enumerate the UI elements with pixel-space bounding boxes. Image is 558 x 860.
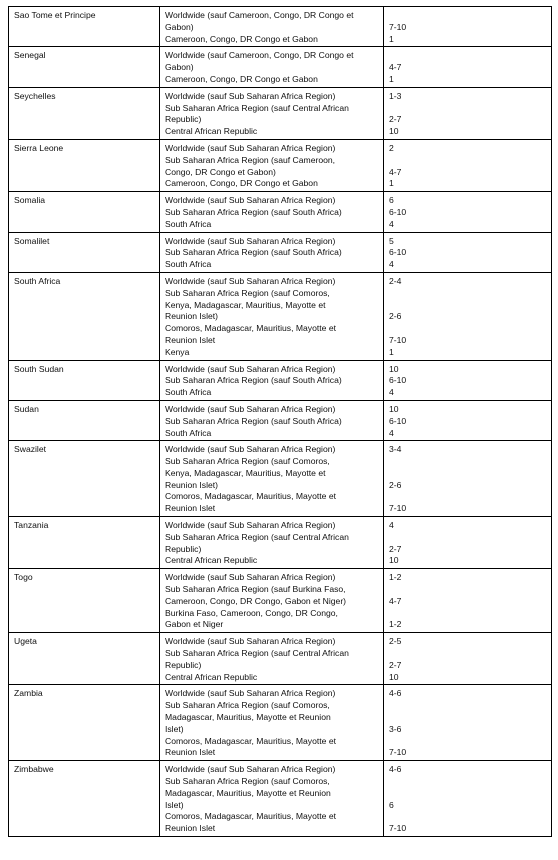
region-text: Sub Saharan Africa Region (sauf Comoros, xyxy=(165,700,330,711)
country-name: South Africa xyxy=(14,275,61,286)
country-region-table xyxy=(8,6,552,837)
range-spacer xyxy=(389,50,547,62)
region-text: Comoros, Madagascar, Mauritius, Mayotte et xyxy=(165,491,336,502)
range-value: 4-7 xyxy=(389,62,402,73)
region-text: South Africa xyxy=(165,218,212,229)
range-value: 4 xyxy=(389,218,394,229)
range-value: 10 xyxy=(389,403,399,414)
region-text: Sub Saharan Africa Region (sauf Cameroon, xyxy=(165,154,336,165)
region-text: Sub Saharan Africa Region (sauf Comoros, xyxy=(165,776,330,787)
country-cell xyxy=(9,569,160,633)
country-cell xyxy=(9,400,160,440)
range-cell xyxy=(384,139,552,191)
region-text: Sub Saharan Africa Region (sauf Comoros, xyxy=(165,287,330,298)
table-row xyxy=(9,633,552,685)
region-text: Worldwide (sauf Sub Saharan Africa Region) xyxy=(165,90,336,101)
table-row xyxy=(9,569,552,633)
range-value: 4 xyxy=(389,259,394,270)
region-text: Burkina Faso, Cameroon, Congo, DR Congo, xyxy=(165,607,338,618)
range-value: 6-10 xyxy=(389,415,407,426)
region-text: Islet) xyxy=(165,723,184,734)
region-text: Cameroon, Congo, DR Congo et Gabon xyxy=(165,73,318,84)
country-name: Sudan xyxy=(14,403,39,414)
country-name: Somalilet xyxy=(14,235,50,246)
country-name: Zimbabwe xyxy=(14,764,54,775)
region-text: Reunion Islet xyxy=(165,503,216,514)
region-text: Worldwide (sauf Sub Saharan Africa Region) xyxy=(165,363,336,374)
range-value: 3-6 xyxy=(389,723,402,734)
region-text: Reunion Islet xyxy=(165,334,216,345)
region-cell xyxy=(160,272,384,360)
region-text: Worldwide (sauf Sub Saharan Africa Region) xyxy=(165,636,336,647)
range-spacer xyxy=(389,288,547,300)
range-value: 1-2 xyxy=(389,619,402,630)
region-text: Worldwide (sauf Cameroon, Congo, DR Congo et xyxy=(165,10,354,20)
region-text: Worldwide (sauf Sub Saharan Africa Region) xyxy=(165,688,336,699)
range-value: 2-6 xyxy=(389,311,402,322)
range-cell xyxy=(384,441,552,517)
region-cell xyxy=(160,139,384,191)
region-text: Sub Saharan Africa Region (sauf South Africa) xyxy=(165,206,342,217)
range-value: 7-10 xyxy=(389,21,407,32)
region-cell xyxy=(160,192,384,232)
region-text: Kenya xyxy=(165,346,190,357)
region-text: Reunion Islet) xyxy=(165,311,219,322)
range-spacer xyxy=(389,584,547,596)
table-row xyxy=(9,360,552,400)
table-row xyxy=(9,47,552,87)
range-spacer xyxy=(389,648,547,660)
range-spacer xyxy=(389,103,547,115)
table-row xyxy=(9,517,552,569)
region-text: Cameroon, Congo, DR Congo et Gabon xyxy=(165,33,318,44)
range-value: 2 xyxy=(389,142,394,153)
range-value: 1 xyxy=(389,33,394,44)
region-text: Worldwide (sauf Sub Saharan Africa Region) xyxy=(165,764,336,775)
range-value: 6 xyxy=(389,799,394,810)
range-value: 2-4 xyxy=(389,275,402,286)
range-spacer xyxy=(389,712,547,724)
country-cell xyxy=(9,441,160,517)
range-cell xyxy=(384,360,552,400)
region-text: Sub Saharan Africa Region (sauf South Africa) xyxy=(165,415,342,426)
region-text: Sub Saharan Africa Region (sauf South Africa) xyxy=(165,375,342,386)
region-text: Worldwide (sauf Sub Saharan Africa Region) xyxy=(165,403,336,414)
range-value: 7-10 xyxy=(389,334,407,345)
range-value: 4-6 xyxy=(389,764,402,775)
range-value: 1 xyxy=(389,178,394,189)
country-cell xyxy=(9,232,160,272)
table-row xyxy=(9,87,552,139)
region-text: Comoros, Madagascar, Mauritius, Mayotte et xyxy=(165,811,336,822)
range-value: 10 xyxy=(389,555,399,566)
region-cell xyxy=(160,633,384,685)
region-text: Worldwide (sauf Sub Saharan Africa Region) xyxy=(165,572,336,583)
region-text: Republic) xyxy=(165,114,202,125)
region-text: Reunion Islet) xyxy=(165,479,219,490)
range-value: 1 xyxy=(389,73,394,84)
region-text: Kenya, Madagascar, Mauritius, Mayotte et xyxy=(165,467,326,478)
region-text: Gabon et Niger xyxy=(165,619,224,630)
table-row xyxy=(9,139,552,191)
range-value: 3-4 xyxy=(389,444,402,455)
table-row xyxy=(9,232,552,272)
range-value: 4-6 xyxy=(389,688,402,699)
range-cell xyxy=(384,47,552,87)
region-text: Sub Saharan Africa Region (sauf South Africa) xyxy=(165,247,342,258)
range-value: 4-7 xyxy=(389,595,402,606)
region-cell xyxy=(160,400,384,440)
region-text: Republic) xyxy=(165,659,202,670)
region-text: Central African Republic xyxy=(165,555,258,566)
region-text: Madagascar, Mauritius, Mayotte et Reunion xyxy=(165,787,331,798)
country-cell xyxy=(9,685,160,761)
region-text: Sub Saharan Africa Region (sauf Central African xyxy=(165,531,349,542)
country-cell xyxy=(9,517,160,569)
region-cell xyxy=(160,7,384,47)
country-name: Tanzania xyxy=(14,520,49,531)
country-name: Swazilet xyxy=(14,444,46,455)
country-name: Zambia xyxy=(14,688,43,699)
region-text: Worldwide (sauf Sub Saharan Africa Region) xyxy=(165,195,336,206)
range-spacer xyxy=(389,736,547,748)
region-text: Worldwide (sauf Sub Saharan Africa Region) xyxy=(165,142,336,153)
region-text: Cameroon, Congo, DR Congo, Gabon et Niger) xyxy=(165,595,347,606)
table-body xyxy=(9,7,552,837)
range-spacer xyxy=(389,608,547,620)
range-cell xyxy=(384,761,552,837)
country-name: Seychelles xyxy=(14,90,56,101)
table-row xyxy=(9,400,552,440)
range-value: 4 xyxy=(389,387,394,398)
range-value: 6 xyxy=(389,195,394,206)
country-cell xyxy=(9,192,160,232)
country-cell xyxy=(9,761,160,837)
table-row xyxy=(9,441,552,517)
region-text: Sub Saharan Africa Region (sauf Central African xyxy=(165,102,349,113)
region-text: Worldwide (sauf Sub Saharan Africa Region) xyxy=(165,444,336,455)
country-name: Somalia xyxy=(14,195,46,206)
range-cell xyxy=(384,685,552,761)
table-row xyxy=(9,272,552,360)
range-spacer xyxy=(389,811,547,823)
range-cell xyxy=(384,192,552,232)
range-value: 1 xyxy=(389,346,394,357)
table-row xyxy=(9,192,552,232)
region-text: Comoros, Madagascar, Mauritius, Mayotte et xyxy=(165,323,336,334)
range-spacer xyxy=(389,532,547,544)
range-value: 10 xyxy=(389,671,399,682)
region-text: Gabon) xyxy=(165,62,194,73)
range-value: 2-6 xyxy=(389,479,402,490)
range-cell xyxy=(384,7,552,47)
region-text: Republic) xyxy=(165,543,202,554)
range-value: 2-7 xyxy=(389,659,402,670)
region-text: Worldwide (sauf Sub Saharan Africa Region) xyxy=(165,235,336,246)
range-cell xyxy=(384,517,552,569)
region-text: Congo, DR Congo et Gabon) xyxy=(165,166,276,177)
range-spacer xyxy=(389,491,547,503)
range-cell xyxy=(384,272,552,360)
country-name: Sierra Leone xyxy=(14,142,64,153)
country-cell xyxy=(9,633,160,685)
range-cell xyxy=(384,400,552,440)
range-spacer xyxy=(389,10,547,22)
range-cell xyxy=(384,87,552,139)
range-value: 10 xyxy=(389,126,399,137)
country-name: Sao Tome et Principe xyxy=(14,10,96,20)
region-text: Central African Republic xyxy=(165,671,258,682)
country-name: South Sudan xyxy=(14,363,64,374)
country-cell xyxy=(9,272,160,360)
range-value: 6-10 xyxy=(389,247,407,258)
country-name: Ugeta xyxy=(14,636,37,647)
table-row xyxy=(9,7,552,47)
range-value: 7-10 xyxy=(389,823,407,834)
region-text: Kenya, Madagascar, Mauritius, Mayotte et xyxy=(165,299,326,310)
range-spacer xyxy=(389,323,547,335)
region-text: South Africa xyxy=(165,427,212,438)
range-value: 7-10 xyxy=(389,503,407,514)
country-name: Togo xyxy=(14,572,33,583)
table-row xyxy=(9,685,552,761)
region-cell xyxy=(160,232,384,272)
range-value: 7-10 xyxy=(389,747,407,758)
range-spacer xyxy=(389,155,547,167)
range-value: 1-2 xyxy=(389,572,402,583)
range-spacer xyxy=(389,776,547,788)
region-text: Cameroon, Congo, DR Congo et Gabon xyxy=(165,178,318,189)
region-text: Comoros, Madagascar, Mauritius, Mayotte et xyxy=(165,735,336,746)
region-cell xyxy=(160,761,384,837)
region-text: Reunion Islet xyxy=(165,823,216,834)
range-value: 5 xyxy=(389,235,394,246)
range-spacer xyxy=(389,788,547,800)
range-spacer xyxy=(389,300,547,312)
region-cell xyxy=(160,685,384,761)
region-text: Sub Saharan Africa Region (sauf Comoros, xyxy=(165,456,330,467)
table-row xyxy=(9,761,552,837)
region-text: Central African Republic xyxy=(165,126,258,137)
country-cell xyxy=(9,7,160,47)
region-cell xyxy=(160,87,384,139)
region-text: Sub Saharan Africa Region (sauf Central African xyxy=(165,648,349,659)
range-value: 4-7 xyxy=(389,166,402,177)
range-value: 1-3 xyxy=(389,90,402,101)
region-text: South Africa xyxy=(165,259,212,270)
range-cell xyxy=(384,569,552,633)
region-text: Worldwide (sauf Sub Saharan Africa Region) xyxy=(165,275,336,286)
region-text: Islet) xyxy=(165,799,184,810)
region-cell xyxy=(160,441,384,517)
range-value: 6-10 xyxy=(389,206,407,217)
range-value: 10 xyxy=(389,363,399,374)
country-name: Senegal xyxy=(14,50,46,61)
country-cell xyxy=(9,139,160,191)
range-spacer xyxy=(389,468,547,480)
region-text: Worldwide (sauf Sub Saharan Africa Region) xyxy=(165,520,336,531)
country-cell xyxy=(9,87,160,139)
region-text: South Africa xyxy=(165,387,212,398)
region-cell xyxy=(160,569,384,633)
range-spacer xyxy=(389,456,547,468)
range-spacer xyxy=(389,700,547,712)
range-value: 2-5 xyxy=(389,636,402,647)
range-value: 4 xyxy=(389,427,394,438)
range-value: 2-7 xyxy=(389,543,402,554)
region-text: Worldwide (sauf Cameroon, Congo, DR Congo et xyxy=(165,50,354,61)
region-text: Gabon) xyxy=(165,21,194,32)
country-cell xyxy=(9,360,160,400)
country-cell xyxy=(9,47,160,87)
range-value: 4 xyxy=(389,520,394,531)
range-cell xyxy=(384,232,552,272)
region-cell xyxy=(160,517,384,569)
region-text: Madagascar, Mauritius, Mayotte et Reunion xyxy=(165,712,331,723)
range-value: 6-10 xyxy=(389,375,407,386)
region-cell xyxy=(160,47,384,87)
region-text: Sub Saharan Africa Region (sauf Burkina Faso, xyxy=(165,584,346,595)
region-text: Reunion Islet xyxy=(165,747,216,758)
region-cell xyxy=(160,360,384,400)
range-cell xyxy=(384,633,552,685)
range-value: 2-7 xyxy=(389,114,402,125)
